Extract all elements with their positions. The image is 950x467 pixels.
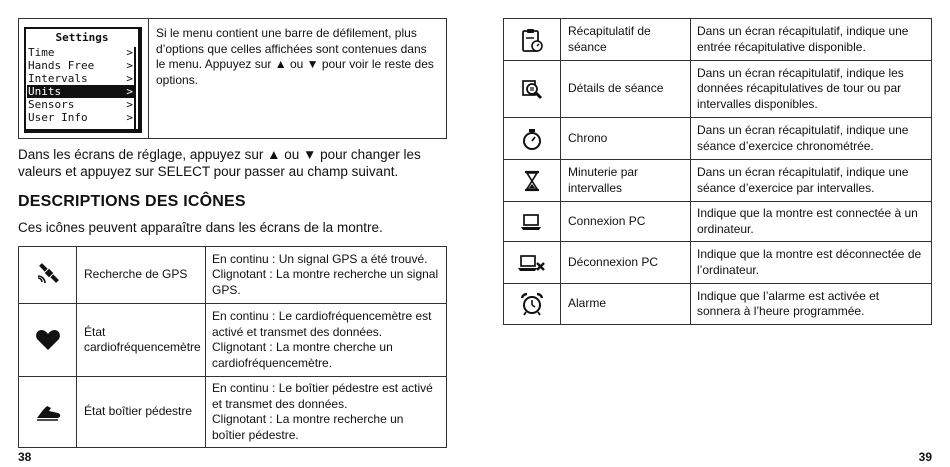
page-number-left: 38	[18, 450, 32, 464]
icon-name: Chrono	[561, 118, 691, 160]
icon-cell	[504, 160, 561, 202]
icon-name: Alarme	[561, 284, 691, 325]
gps-satellite-icon	[33, 266, 63, 283]
table-row	[504, 242, 932, 284]
stopwatch-icon	[521, 130, 543, 147]
icon-description: En continu : Un signal GPS a été trouvé. Clignotant : La montre recherche un signal GPS.	[206, 247, 447, 304]
settings-paragraph: Dans les écrans de réglage, appuyez sur ▲ ou ▼ pour changer les valeurs et appuyez sur SELECT pour passer au champ suivant.	[18, 147, 421, 179]
icon-name: Récapitulatif de séance	[561, 19, 691, 61]
shoe-icon	[34, 403, 62, 420]
icon-name: Recherche de GPS	[77, 247, 206, 304]
icon-description: Dans un écran récapitulatif, indique les données récapitulatives de tour ou par intervalles disponibles.	[691, 61, 932, 118]
table-row	[19, 304, 447, 377]
icon-description: Indique que l’alarme est activée et sonnera à l’heure programmée.	[691, 284, 932, 325]
icon-description: En continu : Le boîtier pédestre est activé et transmet des données. Clignotant : La montre recherche un boîtier pédestre.	[206, 377, 447, 448]
menu-scrollbar	[134, 47, 136, 130]
magnifier-details-icon	[520, 80, 544, 97]
device-screen	[24, 27, 142, 133]
icon-description: Dans un écran récapitulatif, indique une séance d’exercice par intervalles.	[691, 160, 932, 202]
icon-description: Dans un écran récapitulatif, indique une séance d’exercice chronométrée.	[691, 118, 932, 160]
table-row	[504, 160, 932, 202]
icon-table-right	[503, 18, 932, 325]
table-row	[504, 118, 932, 160]
menu-item-intervals: Intervals >	[28, 72, 133, 85]
icon-cell	[504, 61, 561, 118]
icon-table-left	[18, 246, 447, 448]
menu-note-text: Si le menu contient une barre de défilement, plus d’options que celles affichées sont contenues dans le menu. Appuyez sur ▲ ou ▼ pour voir le reste des options.	[156, 26, 434, 87]
icon-name: Déconnexion PC	[561, 242, 691, 284]
icon-cell	[19, 377, 77, 448]
table-row	[504, 61, 932, 118]
section-intro: Ces icônes peuvent apparaître dans les écrans de la montre.	[18, 220, 383, 235]
laptop-disconnected-icon	[518, 254, 546, 271]
icon-description: En continu : Le cardiofréquencemètre est activé et transmet des données. Clignotant : La montre cherche un cardiofréquencemètre.	[206, 304, 447, 377]
laptop-connected-icon	[519, 213, 545, 230]
icon-name: Détails de séance	[561, 61, 691, 118]
heart-icon	[35, 331, 61, 348]
menu-item-time: Time >	[28, 46, 133, 59]
device-screen-cell	[19, 19, 149, 138]
icon-cell	[504, 118, 561, 160]
icon-name: Connexion PC	[561, 202, 691, 242]
table-row	[504, 19, 932, 61]
icon-cell	[504, 19, 561, 61]
icon-cell	[504, 242, 561, 284]
section-title: DESCRIPTIONS DES ICÔNES	[18, 193, 246, 210]
icon-cell	[504, 284, 561, 325]
table-row	[19, 377, 447, 448]
settings-menu-box	[18, 18, 447, 139]
alarm-clock-icon	[519, 295, 545, 312]
table-row	[19, 247, 447, 304]
menu-item-sensors: Sensors >	[28, 98, 133, 111]
page-number-right: 39	[918, 450, 932, 464]
icon-description: Indique que la montre est connectée à un ordinateur.	[691, 202, 932, 242]
icon-cell	[19, 247, 77, 304]
icon-name: Minuterie par intervalles	[561, 160, 691, 202]
device-menu-title: Settings	[55, 31, 109, 44]
table-row	[504, 202, 932, 242]
icon-description: Dans un écran récapitulatif, indique une entrée récapitulative disponible.	[691, 19, 932, 61]
clipboard-summary-icon	[520, 31, 544, 48]
icon-cell	[504, 202, 561, 242]
menu-item-user-info: User Info >	[28, 111, 133, 124]
menu-item-units-selected: Units >	[28, 85, 133, 98]
icon-name: État cardiofréquencemètre	[77, 304, 206, 377]
icon-description: Indique que la montre est déconnectée de l’ordinateur.	[691, 242, 932, 284]
hourglass-icon	[522, 172, 542, 189]
table-row	[504, 284, 932, 325]
device-menu-list	[27, 46, 135, 124]
icon-cell	[19, 304, 77, 377]
menu-item-hands-free: Hands Free >	[28, 59, 133, 72]
icon-name: État boîtier pédestre	[77, 377, 206, 448]
